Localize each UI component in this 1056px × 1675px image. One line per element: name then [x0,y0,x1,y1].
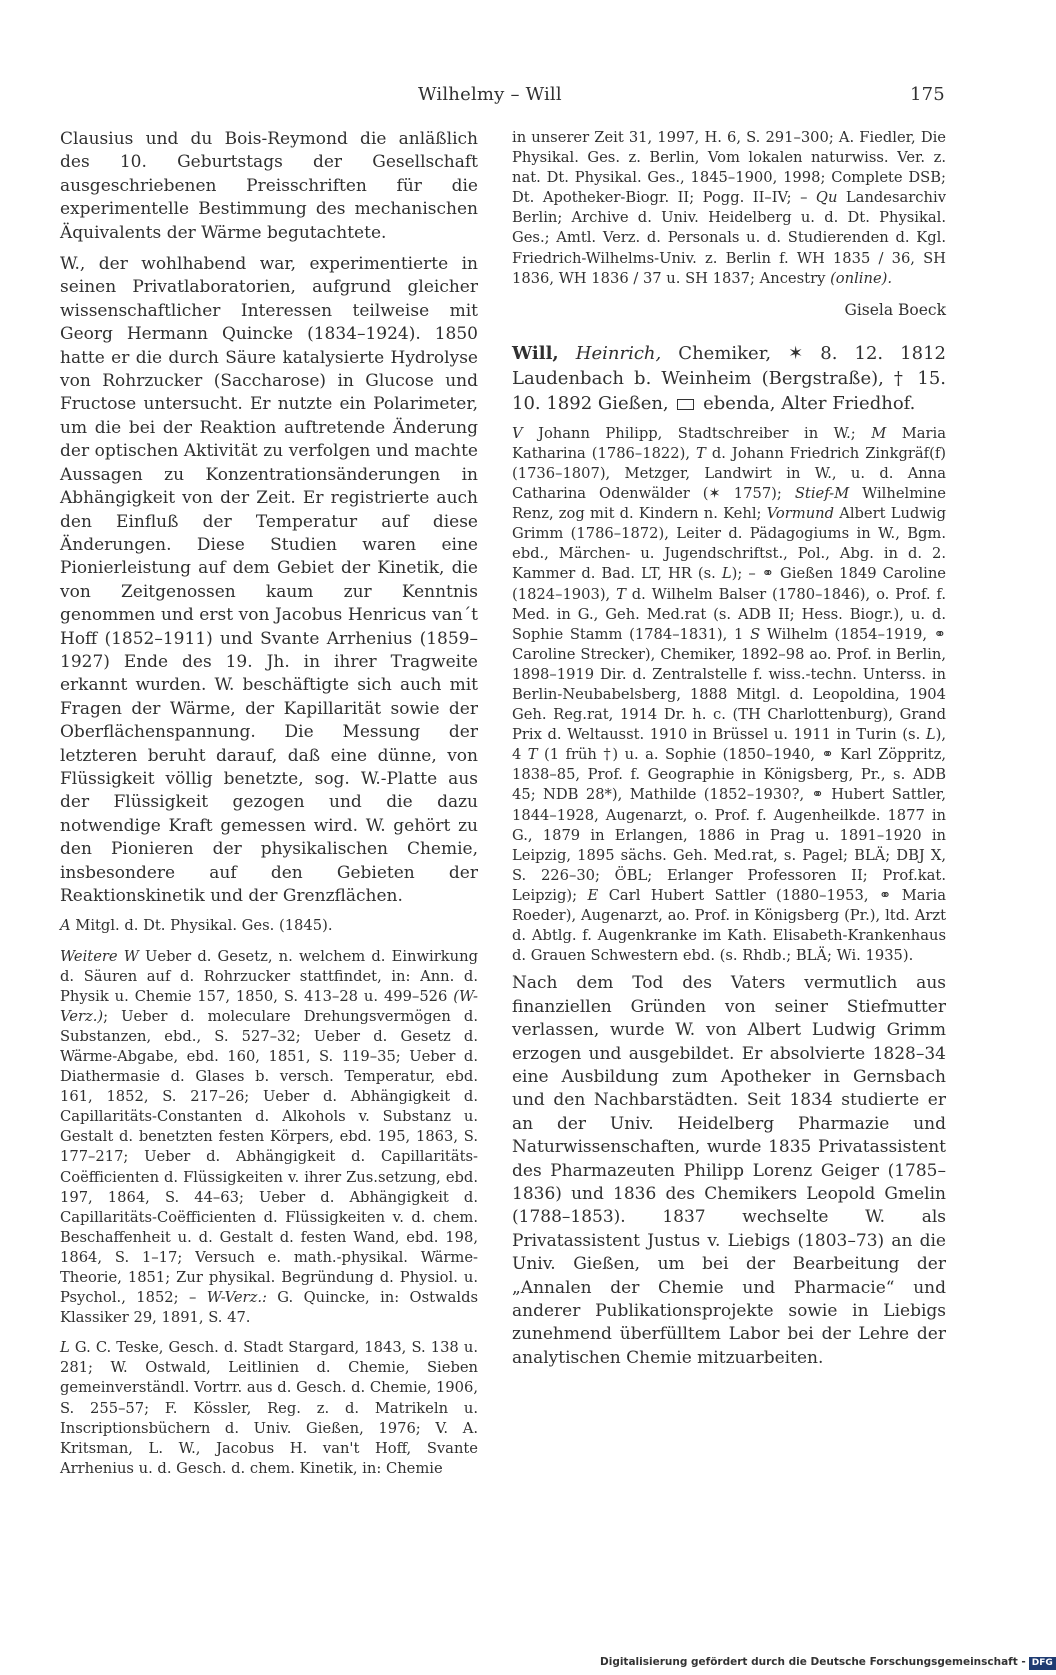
right-column [512,128,946,1378]
footer-text: Digitalisierung gefördert durch die Deutsche Forschungsgemeinschaft - [600,1656,1026,1668]
works-text: Ueber d. Gesetz, n. welchem d. Einwirkung d. Säuren auf d. Rohrzucker stattfindet, in: Ann. d. Physik u. Chemie 157, 1850, S. 413–28 u. 499–526 [60,947,478,1005]
genealogy-label: E [587,886,599,904]
author-signature: Gisela Boeck [844,300,946,319]
literature-list [60,1338,478,1479]
literature-text: in unserer Zeit 31, 1997, H. 6, S. 291–300; A. Fiedler, Die Physikal. Ges. z. Berlin, Vom lokalen naturwiss. Ver. z. nat. Dt. Physikal. Ges., 1845–1900, 1998; Complete DSB; Dt. Apotheker-Biogr. II; Pogg. II–IV; – [512,129,946,207]
genealogy-text: ); – ⚭ Gießen 1849 Caroline (1824–1903), [512,565,946,603]
awards-note [60,916,478,936]
literature-continued [512,128,946,289]
sources-text: Landesarchiv Berlin; Archive d. Univ. Heidelberg u. d. Dt. Physikal. Ges.; Amtl. Verz. d. Personals u. d. Studierenden d. Kgl. Friedrich-Wilhelms-Univ. z. Berlin f. WH 1835 / 36, SH 1836, WH 1836 / 37 u. SH 1837; Ancestry [512,189,946,287]
genealogy-label: V [512,424,523,442]
genealogy-text: Wilhelm (1854–1919, ⚭ Caroline Strecker), Chemiker, 1892–98 ao. Prof. in Berlin, 1898–1919 Dir. d. Zentralstelle f. wiss.-techn. Unterss. in Berlin-Neubabelsberg, 1888 Mitgl. d. Leopoldina, 1904 Geh. Reg.rat, 1914 Dr. h. c. (TH Charlottenburg), Grand Prix d. Weltausst. 1910 in Brüssel u. 1911 in Turin (s. [512,625,946,744]
section-label-qu: Qu [815,189,838,207]
genealogy-text: Maria Katharina (1786–1822), [512,424,946,462]
entry-surname: Will, [512,342,559,364]
genealogy-label: M [871,424,887,442]
genealogy [512,424,946,967]
genealogy-text: ), 4 [512,726,946,764]
grave-icon [677,399,694,410]
works-text: ; Ueber d. moleculare Drehungsvermögen d. Substanzen, ebd., S. 527–32; Ueber d. Gesetz d. Wärme-Abgabe, ebd. 160, 1851, S. 119–35; Ueber d. Diathermasie d. Glases b. versch. Temperatur, ebd. 161, 1852, S. 217–26; Ueber d. Abhängigkeit d. Capillaritäts-Constanten d. Alkohols v. Substanz u. Gestalt d. benetzten festen Körpers, ebd. 195, 1863, S. 177–217; Ueber d. Abhängigkeit d. Capillaritäts-Coëfficienten d. Flüssigkeiten v. ihrer Zus.setzung, ebd. 197, 1864, S. 44–63; Ueber d. Abhängigkeit d. Capillaritäts-Coëfficienten d. Flüssigkeiten v. d. chem. Beschaffenheit u. d. Gestalt d. festen Wand, ebd. 198, 1864, S. 1–17; Versuch e. math.-physikal. Wärme-Theorie, 1851; Zur physikal. Begründung d. Physiol. u. Psychol., 1852; – [60,1007,478,1307]
works-index-ref: W-Verz.: [206,1289,267,1307]
paragraph: Clausius und du Bois-Reymond die anläßlich des 10. Geburtstags der Gesellschaft ausgeschriebenen Preisschriften für die experimentelle Bestimmung des mechanischen Äquivalents der Wärme begutachtete. [60,129,478,243]
page-number: 175 [910,84,945,105]
genealogy-label: T [527,746,538,764]
genealogy-label: T [696,444,706,462]
running-head-title: Wilhelmy – Will [418,84,562,105]
genealogy-text: Johann Philipp, Stadtschreiber in W.; [522,424,872,442]
paragraph: W., der wohlhabend war, experimentierte in seinen Privatlaboratorien, aufgrund gleicher wissenschaftlicher Interessen teilweise mit Georg Hermann Quincke (1834–1924). 1850 hatte er die durch Säure katalysierte Hydrolyse von Rohrzucker (Saccharose) in Glucose und Fructose untersucht. Er nutzte ein Polarimeter, um die bei der Reaktion auftretende Änderung der optischen Aktivität zu verfolgen und machte Aussagen zu Konzentrationsänderungen in Abhängigkeit von der Zeit. Er registrierte auch den Einfluß der Temperatur auf diese Änderungen. Diese Studien waren eine Pionierleistung auf dem Gebiet der Kinetik, die von Zeitgenossen kaum zur Kenntnis genommen und erst von Jacobus Henricus van´t Hoff (1852–1911) und Svante Arrhenius (1859–1927) Ende des 19. Jh. in ihrer Tragweite erkannt wurden. W. beschäftigte sich auch mit Fragen der Wärme, der Kapillarität sowie der Oberflächenspannung. Die Messung der letzteren beruht darauf, daß eine dünne, von Flüssigkeit völlig benetzte, sog. W.-Platte aus der Flüssigkeit gezogen und die dazu notwendige Kraft gemessen wird. W. gehört zu den Pionieren der physikalischen Chemie, insbesondere auf den Gebieten der Reaktionskinetik und der Grenzflächen. [60,254,478,906]
genealogy-label: Stief-M [794,485,850,503]
genealogy-label: Vormund [766,505,835,523]
entry-burial: ebenda, Alter Friedhof. [697,392,916,414]
left-column [60,128,478,1489]
genealogy-text: Carl Hubert Sattler (1880–1953, ⚭ Maria Roeder), Augenarzt, ao. Prof. in Königsberg (Pr.), ltd. Arzt d. Abtlg. f. Augenkranke im Kath. Elisabeth-Krankenhaus d. Grauen Schwestern ebd. (s. Rhdb.; BLÄ; Wi. 1935). [512,886,947,965]
genealogy-text: Albert Ludwig Grimm (1786–1872), Leiter d. Pädagogiums in W., Bgm. ebd., Märchen- u. Jugendschriftst., Pol., Abg. in d. 2. Kammer d. Bad. LT, HR (s. [512,505,946,583]
online-note: (online). [830,269,893,287]
genealogy-text: (1 früh †) u. a. Sophie (1850–1940, ⚭ Karl Zöppritz, 1838–85, Prof. f. Geographie in Königsberg, Pr., s. ADB 45; NDB 28*), Mathilde (1852–1930?, ⚭ Hubert Sattler, 1844–1928, Augenarzt, o. Prof. f. Augenheilkde. 1877 in G., 1879 in Erlangen, 1886 in Prag u. 1891–1920 in Leipzig, 1895 sächs. Geh. Med.rat, s. Pagel; BLÄ; DBJ X, S. 226–30; ÖBL; Erlanger Professoren II; Prof.kat. Leipzig); [512,746,946,904]
genealogy-text: Wilhelmine Renz, zog mit d. Kindern n. Kehl; [512,485,946,523]
genealogy-label: L [721,565,732,583]
works-text: G. Quincke, in: Ostwalds Klassiker 29, 1891, S. 47. [60,1289,479,1327]
paragraph: Nach dem Tod des Vaters vermutlich aus finanziellen Gründen von seiner Stiefmutter verlassen, wurde W. von Albert Ludwig Grimm erzogen und ausgebildet. Er absolvierte 1828–34 eine Ausbildung zum Apotheker in Gernsbach und den Nachbarstädten. Seit 1834 studierte er an der Univ. Heidelberg Pharmazie und Naturwissenschaften, wurde 1835 Privatassistent des Pharmazeuten Philipp Lorenz Geiger (1785–1836) und 1836 des Chemikers Leopold Gmelin (1788–1853). 1837 wechselte W. als Privatassistent Justus v. Liebigs (1803–73) an die Univ. Gießen, um bei der Bearbeitung der „Annalen der Chemie und Pharmacie“ und anderer Publikationsprojekte sowie in Liebigs zunehmend überfülltem Labor bei der Lehre der analytischen Chemie mitzuarbeiten. [512,973,946,1368]
digitization-footer [600,1656,1056,1670]
works-index-ref: (W-Verz.) [60,987,478,1025]
section-label-a: A [60,917,71,935]
genealogy-label: S [750,625,761,643]
literature-text: G. C. Teske, Gesch. d. Stadt Stargard, 1843, S. 138 u. 281; W. Ostwald, Leitlinien d. Chemie, Sieben gemeinverständl. Vortrr. aus d. Gesch. d. Chemie, 1906, S. 255–57; F. Kössler, Reg. z. d. Matrikeln u. Inscriptionsbüchern d. Univ. Gießen, 1976; V. A. Kritsman, L. W., Jacobus H. van't Hoff, Svante Arrhenius u. d. Gesch. d. chem. Kinetik, in: Chemie [60,1339,478,1477]
genealogy-text: d. Wilhelm Balser (1780–1846), o. Prof. f. Med. in G., Geh. Med.rat (s. ADB II; Hess. Biogr.), u. d. Sophie Stamm (1784–1831), 1 [512,585,946,643]
awards-text: Mitgl. d. Dt. Physikal. Ges. (1845). [70,917,333,935]
works-list [60,947,478,1329]
dfg-logo: DFG [1029,1657,1056,1670]
entry-dates: Chemiker, ✶ 8. 12. 1812 Laudenbach b. Weinheim (Bergstraße), † 15. 10. 1892 Gießen, [512,342,946,414]
genealogy-label: T [616,585,626,603]
genealogy-label: L [925,726,936,744]
genealogy-text: d. Johann Friedrich Zinkgräf(f) (1736–1807), Metzger, Landwirt in W., u. d. Anna Catharina Odenwälder (✶ 1757); [512,444,947,503]
section-label-works: Weitere W [60,947,139,965]
entry-given-name: Heinrich, [575,342,662,364]
section-label-l: L [60,1339,70,1357]
entry-heading [512,341,946,416]
